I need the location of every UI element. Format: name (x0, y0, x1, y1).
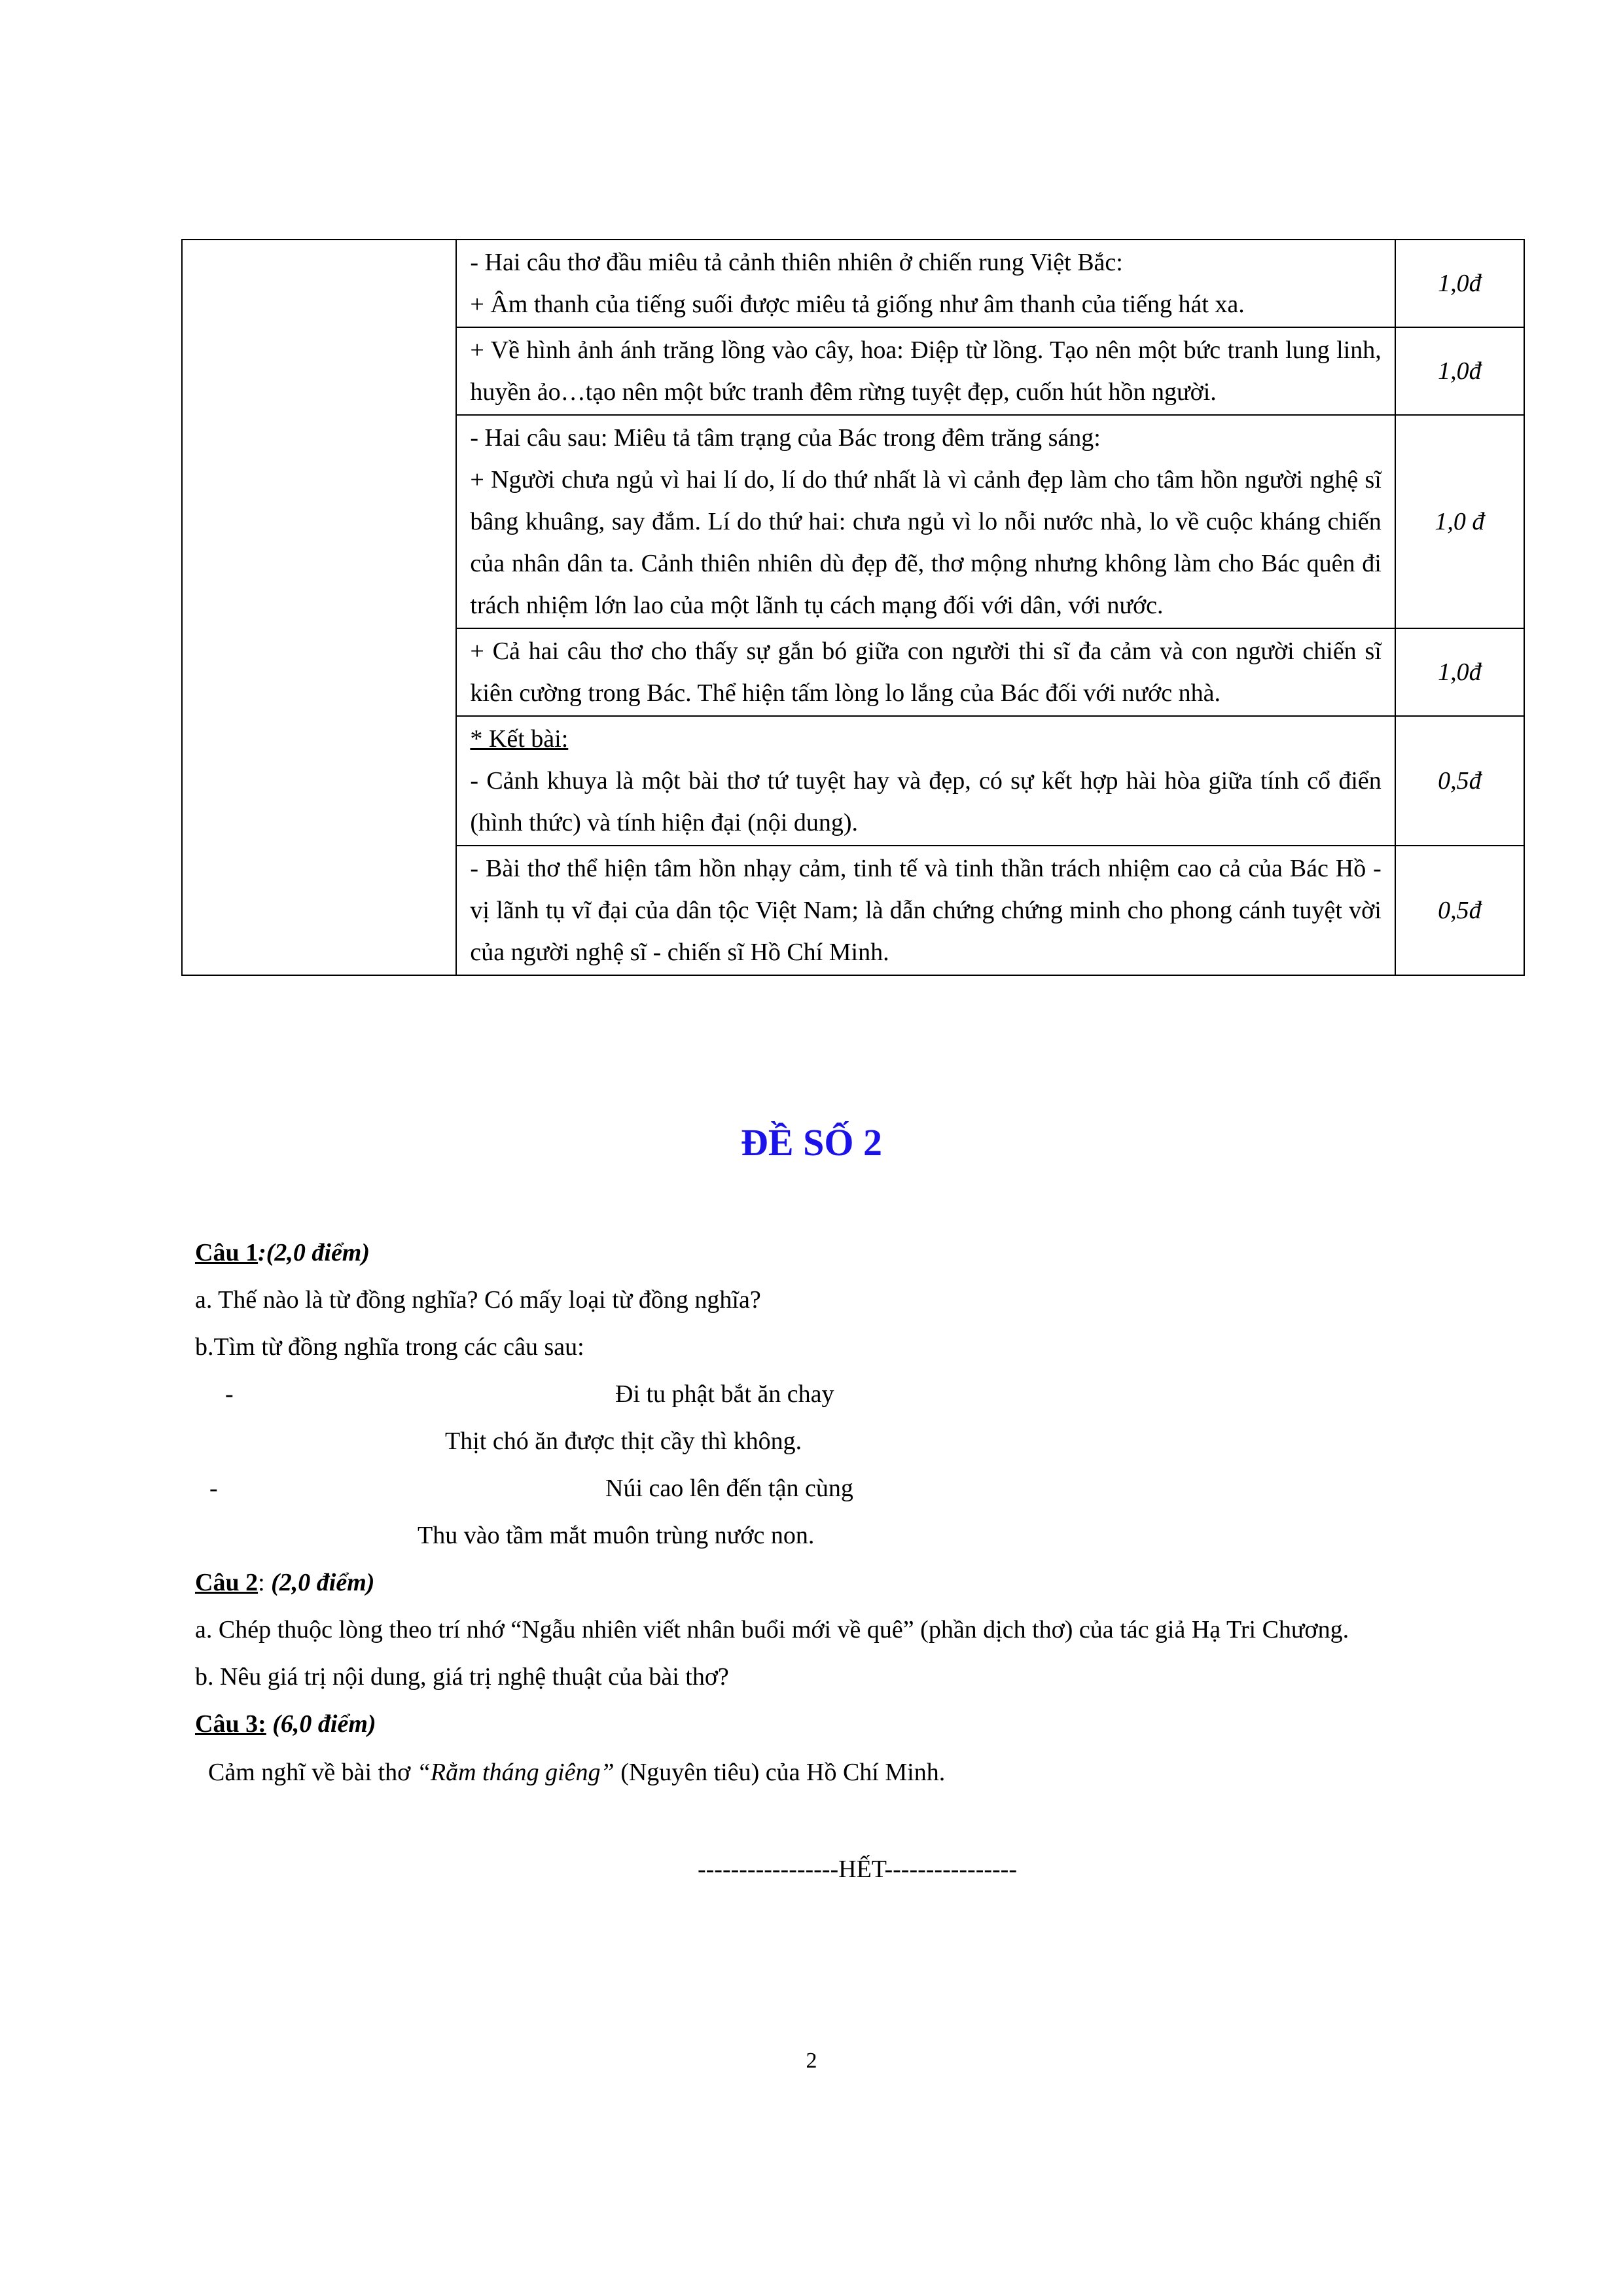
content-cell (456, 628, 1395, 716)
content-line: - Hai câu sau: Miêu tả tâm trạng của Bác trong đêm trăng sáng: (470, 424, 1101, 452)
score-cell: 0,5đ (1395, 846, 1524, 975)
question-1a: a. Thế nào là từ đồng nghĩa? Có mấy loại từ đồng nghĩa? (195, 1286, 761, 1314)
score-cell: 0,5đ (1395, 716, 1524, 846)
score-cell: 1,0đ (1395, 327, 1524, 415)
question-3-text-before: Cảm nghĩ về bài thơ (208, 1759, 417, 1786)
question-3-heading (195, 1708, 376, 1740)
content-line: + Người chưa ngủ vì hai lí do, lí do thứ nhất là vì cảnh đẹp làm cho tâm hồn người nghệ sĩ bâng khuâng, say đắm. Lí do thứ hai: chưa ngủ vì lo nỗi nước nhà, lo về cuộc kháng chiến của nhân dân ta. Cảnh thiên nhiên dù đẹp đẽ, thơ mộng nhưng không làm cho Bác quên đi trách nhiệm lớn lao của một lãnh tụ cách mạng đối với dân, với nước. (470, 466, 1382, 619)
content-cell (456, 327, 1395, 415)
grading-table (181, 239, 1525, 976)
question-2b: b. Nêu giá trị nội dung, giá trị nghệ thuật của bài thơ? (195, 1663, 729, 1691)
content-cell (456, 240, 1395, 327)
question-3-label: Câu 3: (195, 1710, 266, 1738)
question-1b: b.Tìm từ đồng nghĩa trong các câu sau: (195, 1333, 584, 1361)
question-2-score: (2,0 điểm) (271, 1569, 375, 1596)
empty-left-cell (182, 240, 456, 975)
score-cell: 1,0đ (1395, 628, 1524, 716)
content-line: - Cảnh khuya là một bài thơ tứ tuyệt hay và đẹp, có sự kết hợp hài hòa giữa tính cổ điển (hình thức) và tính hiện đại (nội dung). (470, 767, 1382, 836)
content-cell (456, 716, 1395, 846)
question-3-text (208, 1757, 945, 1788)
question-3-text-after: (Nguyên tiêu) của Hồ Chí Minh. (614, 1759, 946, 1786)
list-dash: - (225, 1380, 234, 1408)
question-1-label: Câu 1 (195, 1239, 259, 1266)
poem-line: Đi tu phật bắt ăn chay (615, 1380, 834, 1408)
score-cell: 1,0 đ (1395, 415, 1524, 628)
poem-line: Núi cao lên đến tận cùng (605, 1475, 853, 1502)
poem-title: “Rằm tháng giêng” (416, 1759, 615, 1786)
list-dash: - (209, 1475, 218, 1502)
question-2-separator: : (258, 1569, 272, 1596)
content-line: + Âm thanh của tiếng suối được miêu tả giống như âm thanh của tiếng hát xa. (470, 291, 1245, 318)
question-1-heading (195, 1237, 370, 1268)
end-marker: -----------------HẾT---------------- (698, 1856, 1017, 1883)
exam-title: ĐỀ SỐ 2 (741, 1121, 882, 1164)
poem-line: Thu vào tầm mắt muôn trùng nước non. (418, 1522, 815, 1549)
page-number: 2 (806, 2049, 817, 2073)
question-2-label: Câu 2 (195, 1569, 259, 1596)
question-2a: a. Chép thuộc lòng theo trí nhớ “Ngẫu nhiên viết nhân buổi mới về quê” (phần dịch thơ) của tác giả Hạ Tri Chương. (195, 1616, 1349, 1643)
content-line: - Hai câu thơ đầu miêu tả cảnh thiên nhiên ở chiến rung Việt Bắc: (470, 249, 1123, 276)
table-row (182, 240, 1524, 327)
content-line: - Bài thơ thể hiện tâm hồn nhạy cảm, tinh tế và tinh thần trách nhiệm cao cả của Bác Hồ - vị lãnh tụ vĩ đại của dân tộc Việt Nam; là dẫn chứng chứng minh cho phong cánh tuyệt vời của người nghệ sĩ - chiến sĩ Hồ Chí Minh. (470, 855, 1382, 966)
poem-line: Thịt chó ăn được thịt cầy thì không. (445, 1427, 802, 1455)
content-line: + Về hình ảnh ánh trăng lồng vào cây, hoa: Điệp từ lồng. Tạo nên một bức tranh lung linh, huyền ảo…tạo nên một bức tranh đêm rừng tuyệt đẹp, cuốn hút hồn người. (470, 336, 1382, 406)
question-2-heading (195, 1567, 374, 1598)
conclusion-heading: * Kết bài: (470, 725, 569, 753)
question-1-score: :(2,0 điểm) (258, 1239, 370, 1266)
content-cell (456, 846, 1395, 975)
content-line: + Cả hai câu thơ cho thấy sự gắn bó giữa con người thi sĩ đa cảm và con người chiến sĩ kiên cường trong Bác. Thể hiện tấm lòng lo lắng của Bác đối với nước nhà. (470, 637, 1382, 707)
question-3-score: (6,0 điểm) (266, 1710, 376, 1738)
content-cell (456, 415, 1395, 628)
score-cell: 1,0đ (1395, 240, 1524, 327)
